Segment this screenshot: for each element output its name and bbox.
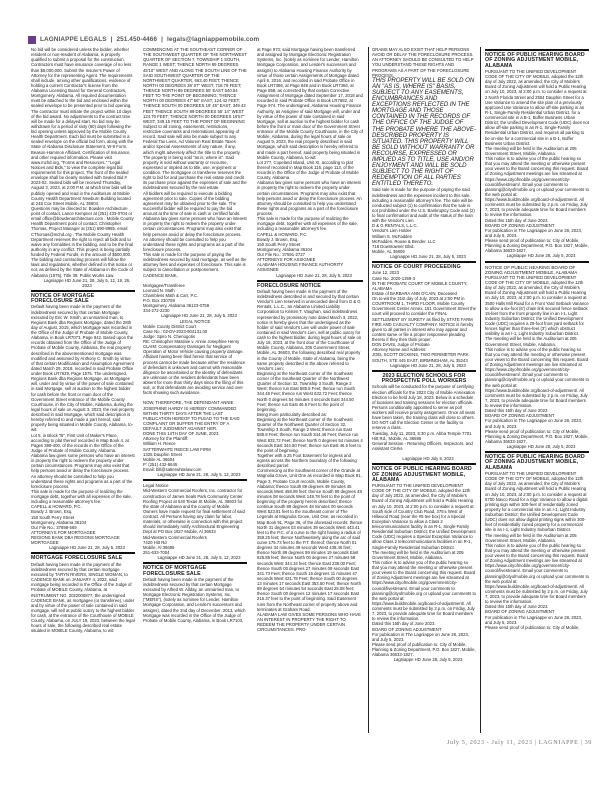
- notice-paragraph: June 12, 2023: [372, 270, 399, 276]
- notice-paragraph: No bid will be considered unless the bidder, whether resident or non-resident of Alabama, is properly qualified to submit a proposal for the construction. Contractors must have insurance coverage of no less than $5,000,000. Submit the Insurer's Power of Attorney for the representing Agent. The requirements shall include, among other qualifications, evidence of holding a current Contractor's license from the Alabama Licensing Board for General Contractors, Montgomery, Alabama. All required documentation must be attached to the bid and enclosed within the sealed envelope to be presented prior to bid opening. The contractor must initiate the project within 10 days of the bid award. No adjustments to the contract time will be made for a delayed start. No bid may be withdrawn for a period of sixty (60) days following the bid opening unless approved by the Mobile County Health Department. Each bid must be submitted in a sealed envelope on the official bid form, along with the State of Alabama Disclosure Statement, W-9 Form, Beason-Hammon Affidavit, Certification of Insurance, and other required information. Please visit www.mchd.org, "Forms and Resources," "Legal Notices and Bids," to view the complete legal bid requirements for this project. The front of the sealed envelope shall be clearly marked with Sealed Bid # 2023-02. Sealed bids will be received Thursday, August 3, 2023, at 2:00 P.M. at which time bids will be publicly opened and read in the Auditorium at Mobile County Health Department Newburn Building located at 248 Cox Street Mobile, AL 36604.: [31, 47, 134, 206]
- notice-paragraph: P: (251) 432-8645: [143, 461, 178, 467]
- notice-paragraph: William S. McFadden: [372, 233, 413, 239]
- notice-paragraph: Beginning at the Northeast corner of the Southeast Quarter of the Northwest Quarter of Section 32, Township 3 South, Range 2 West; thence run East 585.8 Feet; thence run South 344.46 Feet; thence run West 632.72 Feet; thence North 0 degrees 54 minutes 4 seconds East 344.50 Feet; thence run East 46.5 feet to the point of beginning.: [257, 417, 363, 453]
- notice-paragraph: William H. Reece: [143, 441, 176, 447]
- notice-paragraph: https://www.buildmobile.org/board-of-adjustment/. All comments must be submitted by 2 p.m. on Friday, July 7, 2023, to provide adequate time for Board members to review the information.: [372, 600, 475, 622]
- notice-paragraph: McFadden, Rouse & Bender, LLC: [372, 238, 436, 244]
- notice-paragraph: CAPELL & HOWARD, P.C.: [31, 504, 82, 510]
- notice-paragraph: Our File No.: 37698-569: [31, 524, 77, 530]
- notice-paragraph: On to-wit the 31st day of July, 2023 at 2:00 PM in COURTROOM 1, THIRD FLOOR, Mobile County Government Center Annex, 151 Government Street the court will proceed to consider the FINAL SETTLEMENT BY SURETY as filed by STATE FARM FIRE AND CASUALTY COMPANY. NOTICE is hereby given to all parties in interest who may appear and contest same or file a proper responsive pleading thereto if they then think proper.: [372, 296, 476, 343]
- notice-paragraph: Dated this 15th day of June 2023.: [372, 621, 436, 627]
- notice-paragraph: https://www.buildmobile.org/board-of-adjustment/. All comments must be submitted by 2 p.m. on Friday, July 7, 2023, to provide adequate time for Board members to review the information.: [485, 197, 588, 218]
- notice-paragraph: Leonard N. Math: [143, 287, 175, 293]
- notice-paragraph: For publication in The Lagniappe on June 28, 2023, and July 5, 2023.: [485, 418, 583, 429]
- notice-paragraph: ALABAMA HOUSING FINANCE AUTHORITY: [257, 262, 344, 268]
- notice-paragraph: CADENCE BANK,: [143, 272, 178, 278]
- notice-paragraph: Our File No.: 37591-2727: [257, 252, 305, 257]
- notice-paragraph: Owners have made request for final settlement of said contract. All Persons having any claim for labor, materials, or otherwise in connection with this project should immediately notify Architectural Engineering Dept at PO Box 1827 Mobile, Al 36633: [143, 508, 245, 535]
- notice-heading: NOTICE OF MORTGAGE FORECLOSURE SALE: [143, 562, 247, 577]
- notice-paragraph: General Session - Returning Officers, Inspectors, and Assistant Clerks: [372, 440, 473, 451]
- notice-paragraph: D & G RENTALS, L.L.C.: [372, 223, 418, 229]
- notice-paragraph: Bowdy J. Brown, Esq.: [31, 509, 73, 515]
- notice-paragraph: CAPELL & HOWARD, P.C.: [257, 231, 308, 237]
- notice-paragraph: https://www.buildmobile.org/board-of-adjustment/. All comments must be submitted by 2 p.m. on Friday, July 7, 2023, to provide adequate time for Board members to review the information.: [485, 583, 588, 605]
- publication-line: Lagniappe HD June 21, 28, July 5, 12, 2023: [157, 555, 241, 561]
- publication-line: Lagniappe HD July 5, 2023: [402, 456, 454, 462]
- notice-paragraph: The meeting will be held in the Auditorium at 205 Government Street, Mobile, Alabama.: [485, 532, 577, 543]
- notice-paragraph: This sale is made for the purpose of realizing the mortgage debt, together with all expenses of the sale, including a reasonable attorney's fee.: [257, 216, 358, 232]
- notice-paragraph: Attorney Name and Address:: [372, 347, 427, 353]
- notice-paragraph: GRAMS MAY ALSO EXIST THAT HELP PERSONS AVOID OR DELAY THE FORECLOSURE PROCESS. AN ATTORNEY SHOULD BE CONSULTED TO HELP YOU UNDERSTAND THESE RIGHTS AND PROGRAMS AS A PART OF THE FORECLOSURE PROCESS.: [372, 47, 474, 78]
- notice-paragraph: RE: Christopher Mastinie v. Annie Josephine Henry: [143, 339, 240, 344]
- publication-line: Lagniappe HD June 28, July 5, 2023: [506, 444, 576, 450]
- notice-heading: NOTICE OF MORTGAGE FORECLOSURE SALE: [31, 290, 135, 305]
- notice-paragraph: Default having been made in the payment of the indebtedness secured by that certain Mortgage executed by Alfred W. Allday, an unmarried man, to Mortgage Electronic Registration Systems, Inc. ("MERS"), (solely as nominee for Lender, Hamilton Mortgage Corporation, and Lender's successors and assigns), dated the 2nd day of December, 2013, which Mortgage was recorded in the Office of the Judge of Probate of Mobile County, Alabama, in Book LR7103,: [143, 576, 246, 623]
- publication-line: Lagniappe HD June 21, 28, July 5, 2023: [161, 313, 237, 319]
- notice-paragraph: https://www.buildmobile.org/board-of-adjustment/. All comments must be submitted by 2 p.m. on Friday, July 7, 2023, to provide adequate time for Board members to review the information.: [485, 387, 588, 409]
- notice-heading: MORTGAGE FORECLOSURE SALE: [31, 552, 135, 561]
- notice-paragraph: Said sale is made for the purpose of paying the said indebtedness and the expenses incident to this sale, including a reasonable attorney's fee. The sale will be conducted subject (1) to confirmation that the sale is not prohibited under the U.S. Bankruptcy Code and (2) to final confirmation and audit of the status of the loan with the Vendor's Lien.: [372, 187, 475, 224]
- notice-paragraph: Alabama law gives some persons who have an interest in property the right to redeem the property under certain circumstances. Programs may also exist that help persons avoid or delay the foreclosure process. An attorney should be consulted to help you understand these rights and programs as a part of the foreclosure process.: [257, 180, 362, 216]
- notice-paragraph: 718 Downtowner Blvd.: [372, 243, 415, 249]
- notice-paragraph: This notice is to advise you of the public hearing so that you may attend the meeting or otherwise present your views to the Board concerning this request. Board of Zoning Adjustment meetings are live streamed at https://www.cityofmobile.org/government/city-council/livestream/. Email your comments to planning@cityofmobile.org or upload your comments to the web portal at:: [485, 542, 589, 584]
- notice-paragraph: Alabama law gives some persons who have an interest in property the right to redeem the property under certain circumstances. Programs may also exist that help persons avoid or delay the foreclosure process. An attorney should be consulted to help you understand these rights and programs as a part of the foreclosure process.: [143, 216, 247, 252]
- notice-paragraph: The meeting will be held in the Auditorium at 205 Government Street, Mobile, Alabama.: [372, 549, 464, 560]
- notice-paragraph: BOARD OF ZONING ADJUSTMENT: [485, 609, 555, 615]
- publication-line: Lagniappe HD June 21, 28, July 5, 2023: [276, 272, 352, 278]
- notice-paragraph: This sale is made for the purpose of realizing the mortgage debt, together with all expenses of the sale, including a reasonable attorney's fee.: [31, 488, 132, 505]
- notice-paragraph: All bidders will be required to execute a bidding agreement prior to sale. Copies of the bidding agreement may be obtained prior to the sale. The successful bidder will be required to pay the bid amount at the time of sale in cash or certified funds.: [143, 190, 241, 216]
- section-title: LAGNIAPPE LEGALS: [40, 36, 107, 43]
- column-5: [485, 47, 589, 733]
- notice-paragraph: ALABAMA LAW GIVES SOME PERSONS WHO HAVE AN INTEREST IN PROPERTY THE RIGHT TO REDEEM THE PROPERTY UNDER CERTAIN CIRCUMSTANCES. PRO-: [257, 611, 361, 633]
- notice-paragraph: BOARD OF ZONING ADJUSTMENT: [372, 626, 442, 632]
- header-separator: |: [110, 36, 113, 43]
- notice-paragraph: Chambless Math & Carr, P.C.: [143, 292, 199, 298]
- notice-paragraph: Montgomery, Alabama 36104: [31, 519, 87, 525]
- notice-paragraph: This notice is to advise you of the public hearing so that you may attend the meeting or otherwise present your views to the Board concerning this request. Board of Zoning Adjustment meetings are live streamed at https://www.cityofmobile.org/government/city-council/livestream/. Email your comments to planning@cityofmobile.org or upload your comments to the web portal at:: [485, 346, 589, 388]
- notice-paragraph: Schools will be conducted for the purpose of certifying election officials for the 2023 City of Mobile Annexation Election to be held July 18, 2023. Below is a schedule of locations and training sessions for election officials. Persons conditionally appointed to serve as poll workers will receive priority assignment. Once all seats have been taken, the training class will close to others. DO NOT call the Election Center or the facility to reserve a class.: [372, 384, 475, 431]
- notice-paragraph: Montgomery, Alabama 36123-0759: [143, 303, 210, 309]
- notice-paragraph: This notice is to advise you of the public hearing so that you may attend the meeting or otherwise present your views to the Board concerning this request. Board of Zoning Adjustment meetings are live streamed at https://www.cityofmobile.org/government/city-council/livestream/. Email your comments to planning@cityofmobile.org or upload your comments to the web portal at:: [485, 156, 589, 197]
- notice-heading: NOTICE OF PUBLIC HEARING BOARD OF ZONING ADJUSTMENT MOBILE, ALABAMA: [485, 49, 589, 69]
- page-header: [28, 35, 259, 44]
- notice-paragraph: For publication in The Lagniappe on June 28, 2023, and July 5, 2023.: [372, 631, 470, 642]
- notice-paragraph: Subject to all zoning, easements, restrictions, restrictive covenants and reservations appearing of record. Said sale will also be made subject to any Federal Tax Liens, Ad Valorem Real Estate Taxes and/or Special Assessments of any nature, if any, which might adversely affect the title to the property. The property is being sold "as is, where is". Said property is sold without warranty or recourse, expressed or implied as to title, use, enjoyment or condition. The mortgagee or transferee reserves the right to bid for and purchase the real estate and credit its purchase price against the expenses of sale and the indebtedness secured by the real estate.: [143, 123, 247, 191]
- notice-paragraph: Dated this 15th day of June 2023.: [485, 604, 549, 610]
- column-divider: [480, 47, 481, 733]
- header-email[interactable]: legals@lagniappemobile.com: [167, 36, 260, 43]
- notice-paragraph: REGIONS BANK DBA REGIONS MORTGAGE MORTGAGEE: [31, 535, 120, 546]
- publication-line: Lagniappe HD June 21, 28, July 5, 2023: [49, 545, 125, 551]
- publication-line: Lagniappe HD June 21, 28, July 5, 12, 2023: [157, 472, 241, 478]
- publication-line: Lagniappe HD June 28, July 5, 2023: [393, 657, 463, 663]
- notice-paragraph: Mobile County District Court: [143, 323, 196, 329]
- column-divider: [368, 47, 369, 733]
- header-phone: 251.450-4466: [116, 36, 158, 43]
- notice-paragraph: The meeting will be held in the Auditorium at 205 Government Street, Mobile, Alabama.: [485, 336, 577, 347]
- notice-paragraph: SATTERWHITE REECE LAW FIRM: [143, 446, 211, 452]
- notice-paragraph: Beginning at the Northeast corner of the Southeast corner of the Southeast Quarter of the Northwest Quarter of Section 32, Township 3 South, Range 2 West; thence run East 585.8 Feet; thence run South 344.46 Feet; thence run West 632.72 Feet; thence North 0 degrees 54 minutes 4 seconds East 344.50 Feet; thence run East 46.5 Feet to the point of beginning.: [257, 370, 355, 412]
- header-separator: |: [161, 36, 164, 43]
- notice-paragraph: JOEL SCOTT DICKENS, TWO PERIMETER PARK SOUTH, STE 445 EAST, BIRMINGHAM, AL 35243: [372, 352, 469, 363]
- notice-paragraph: ATTORNEYS FOR MORTGAGEE: [31, 529, 96, 535]
- notice-paragraph: CLAIM: Compensatory Damages for Negligent Operation of Motor Vehicle causing property damage. Affidavit having been filed herein that service of process cannot be made because either the residence of defendant is unknown and cannot with reasonable diligence be ascertained or the identity of defendants are unknown or the resident defendants have been absent for more than thirty days since the filing of this suit, or that defendants are avoiding service and over facts showing such avoidance.: [143, 344, 246, 396]
- notice-paragraph: Being more particularly described as:: [257, 411, 327, 417]
- notice-paragraph: For publication in The Lagniappe on June 28, 2023, and July 5, 2023.: [485, 227, 583, 238]
- column-3: [257, 47, 363, 733]
- notice-paragraph: BOARD OF ZONING ADJUSTMENT: [485, 222, 555, 228]
- notice-paragraph: Mid-Western Commercial Roofers, Inc. contractor for construction of James Seals Park Community Center Roofing Project at 540 Texas St Mobile, AL 36603 for the state of Alabama and the county of Mobile.: [143, 488, 243, 509]
- publication-line: Lagniappe HD June 21, 28, July 5, 12, 19, 26, 2023: [43, 277, 131, 288]
- notice-paragraph: Please send proof of publication to: City of Mobile, Planning & Zoning Department, P.O. Box 1827, Mobile, Alabama 36633-1827.: [485, 428, 589, 444]
- column-4: [372, 47, 476, 733]
- notice-paragraph: Judge: Spiro N. Cheriogotis: [143, 333, 195, 339]
- notice-paragraph: BOARD OF ZONING ADJUSTMENT: [485, 413, 555, 419]
- column-1: [31, 47, 135, 733]
- notice-paragraph: Vendor's Lien Holder: [372, 228, 412, 234]
- publication-line: Lagniappe HD June 21, 28, July 5, 2023: [390, 362, 466, 368]
- page-footer: July 5, 2023 - July 11, 2023 | LAGNIAPPE | 39: [446, 739, 592, 746]
- notice-paragraph: Case No.: 02-DV-2023-904131.00: [143, 328, 208, 334]
- notice-paragraph: Default having been made in the payment of the indebtedness secured by that certain Mortgage executed by Eric W. Smith, an unmarried man, to Regions Bank dba Regions Mortgage, dated the 28th day of August, 2015, which Mortgage was recorded in the Office of the Judge of Probate of Mobile County, Alabama, in Book LR7073, Page 942. Based upon the records obtained from the Office of the Judge of Probate of Mobile County, Alabama, the real property described in the abovementioned mortgage was modified and assumed by Anthony C. Smith by virtue of that certain Modification and Assumption Agreement dated March 29, 2018, recorded in said Probate Office under Book LR7629, Page 1575. The undersigned, Regions Bank dba Regions Mortgage, as Mortgagee will, under and by virtue of the power of sale contained in said Mortgage, sell at auction to the highest bidder for cash before the front or main door of the Government Street entrance of the Mobile County Courthouse, in the City of Mobile, Alabama, during the legal hours of sale on August 3, 2023, the real property described in said Mortgage, which said description is hereby referred to and made a part hereof, said property being situated in Mobile County, Alabama, to-wit:: [31, 304, 135, 433]
- notice-heading: FORECLOSURE NOTICE: [257, 280, 363, 289]
- notice-paragraph: 334-272-2230: [143, 308, 170, 314]
- notice-paragraph: PURSUANT TO THE UNIFIED DEVELOPMENT CODE OF THE CITY OF MOBILE, adopted the 12th day of July 2022, as amended, the City of Mobile's Board of Zoning Adjustment will hold a Public Hearing on July 10, 2023, at 2:00 p.m. to consider a request at 5700 Navco Road for a Sign Variance to allow a digital printing sign within 300-feet of residentially zoned property for a commercial site in an I-1, Light Industry Suburban District; the Unified Development Code (UDC) does not allow digital printing signs within 300-feet of residentially zoned property for a commercial site in an I-1, Light Industry Suburban District.: [485, 471, 588, 533]
- notice-paragraph: Dated this 15th day of June 2023.: [485, 408, 549, 414]
- publication-line: Lagniappe HD June 21, 28, July 5, 2023: [390, 254, 466, 260]
- notice-paragraph: P.O. Box 230759: [143, 298, 175, 303]
- notice-heading: NOTICE OF PUBLIC HEARING BOARD OF ZONING ADJUSTMENT MOBILE, ALABAMA: [485, 451, 589, 471]
- notice-emphasis: THIS PROPERTY WILL BE SOLD ON AN "AS IS, WHERE IS" BASIS, SUBJECT TO ANY EASEMENTS, ENCUMBRANCES AND EXCEPTIONS REFLECTED IN THE MORTGAGE AND THOSE CONTAINED IN THE RECORDS OF THE OFFICE OF THE JUDGE OF THE PROBATE WHERE THE ABOVE-DESCRIBED PROPERTY IS SITUATED. THIS PROPERTY WILL BE SOLD WITHOUT WARRANTY OR RECOURSE, EXPRESSED OR IMPLIED AS TO TITLE, USE AND/OR ENJOYMENT AND WILL BE SOLD SUBJECT TO THE RIGHT OF REDEMPTION OF ALL PARTIES ENTITLED THERETO.: [372, 76, 476, 188]
- notice-paragraph: The meeting will be held in the Auditorium at 205 Government Street, Mobile, Alabama.: [485, 145, 577, 156]
- brand-square-icon: [28, 36, 36, 44]
- notice-paragraph: Montgomery, Alabama 36104: [257, 246, 313, 252]
- notice-heading: NOTICE OF PUBLIC HEARING BOARD OF ZONING ADJUSTMENT MOBILE, ALABAMA: [372, 463, 476, 483]
- notice-paragraph: Mid-Western Commercial Roofers: [143, 534, 207, 540]
- notice-paragraph: Lot 277, Copeland Island, Unit XI, according to plat thereof recorded in Map Book 116, page 113, of the records in the Office of the Judge of Probate of Mobile County, Alabama.: [257, 159, 359, 181]
- notice-paragraph: Mobile, AL 36609: [372, 248, 405, 254]
- notice-paragraph: 251-633-7004: [143, 549, 170, 555]
- notice-paragraph: Commencing at the Southwest corner of the Grande at Magnolia Grove, Unit One as recorded in Map Book 91, Page 3, Probate Court records, Mobile County, Alabama; thence South 89 degrees 49 minutes 45 seconds West 458.89 feet; thence South 89 degrees 48 minutes 08 seconds West 149.78 feet to the point of beginning of the property herein described; thence continue South 89 degrees 48 minutes 00 seconds West 523.81 feet to the Southeast corner of The Legends at Magnolia Grove, Unit One, as recorded in Map Book 91, Page 36, of the aforesaid records; thence North 31 degrees 03 minutes 39 seconds West 443.41 feet to the P.C. of a curve to the right having a radius of 359.25 feet; thence Northwesterly along the arc of said curve 175.73 feet to the P.T. thereof; thence North 01 degrees 34 minutes 49 seconds West 438.46 feet; thence North 89 degrees 59 minutes 19 seconds East 625.85 feet; thence North 00 degrees 27 minutes 58 seconds West 344.34 feet; thence East 236.00 Feet; thence South 00 degrees 27 minutes 09 seconds East 341.73 Feet; thence South 15 degrees 11 minutes 47 seconds West 421.78 Feet; thence South 00 degrees 13 minutes 17 seconds East 353.50 Feet; thence North 89 degrees 54 minutes 54 seconds East 25.08 feet; thence South 00 degrees 12 minutes 17 seconds East 215.37 feet to the point of beginning. Said Easement runs from the Northeast corner of property above and terminates at Graham Road.: [257, 468, 363, 612]
- notice-paragraph: Attorney for the Plaintiff:: [143, 436, 189, 442]
- notice-paragraph: 7420 Hitt Rd: [143, 539, 167, 545]
- notice-paragraph: NOW, THEREFORE, THE DEFENDANT ANNIE JOSEPHINE HARDY IS HEREBY COMMANDED WITHIN THIRTY DAYS AFTER THE LAST PUBLICATION HEREOF TO PLEAD TO THE SAID COMPLAINT OR SUFFER THE ENTRY OF A DEFAULT JUDGMENT AGAINST HER.: [143, 400, 240, 431]
- notice-paragraph: DON DAVIS, Judge of Probate: [372, 342, 430, 348]
- notice-paragraph: PURSUANT TO THE UNIFIED DEVELOPMENT CODE OF THE CITY OF MOBILE, adopted the 12th day of July 2022, as amended, the City of Mobile's Board of Zoning Adjustment will hold a Public Hearing on July 10, 2023, at 2:00 p.m. to consider a request at 2 North Florida Street and 2504 Dauphin Street for a Use Variance to amend the site plan of a previously approved Use Variance to allow off-site parking in an R-1, Single-Family Residential Urban District, for a commercial site in a B-1, Buffer Business Urban District; the Unified Development Code (UDC) does not allow off-site parking in an R-1, Single-Family Residential Urban District, and requires all parking to be on-site for a commercial site in a B-1, Buffer Business Urban District.: [485, 68, 589, 146]
- notice-paragraph: Email: bill@satterwhitelaw.com: [143, 467, 202, 472]
- notice-paragraph: Questions may be directed to: Bowden Architecture point of contact, Lance Kempner at (251) 433-0704 or email office@bowdenarchitecture.com . Mobile County Health Department point of contact, Christopher Thomas, Project Manager at (251) 690-8985, email CThomas@mchd.org . The Mobile County Health Department reserves the right to reject all bids and to waive any formalities in the bidding, and to be the final authority in any conflict. This project is being partially funded by Federal Funds, in the amount of $500,000. The bidding and contracting process will follow the laws and regulations, whether defined in this notice or not, as defined by the State of Alabama in the Code of Alabama (1975), Title 39, Public Works Law.: [31, 205, 134, 278]
- notice-heading: 2023 ELECTION SCHOOLS FOR PROSPECTIVE POLL WORKERS: [372, 370, 476, 385]
- notice-paragraph: 150 South Perry Street: [31, 514, 75, 520]
- notice-paragraph: Dated this 15th day of June 2023.: [485, 217, 549, 223]
- notice-paragraph: Please send proof of publication to: City of Mobile, Planning & Zoning Department, P.O. Box 1827, Mobile, Alabama 36633-1827.: [485, 238, 589, 254]
- notice-paragraph: Estate of BARBARA ANN O'CAIN, Deceased: [372, 290, 457, 296]
- notice-heading: LEGAL NOTICE: [179, 318, 211, 324]
- notice-paragraph: Tuesday, July 11, 2023, 5:30 p.m. Abba Temple 7701 Hitt Rd., Mobile, AL 36695: [372, 430, 472, 441]
- notice-paragraph: Mortgagee/Transferee: [143, 282, 185, 288]
- notice-paragraph: Alabama law gives some persons who have an interest in property the right to redeem the property under certain circumstances. Programs may also exist that help persons avoid or delay the foreclosure process. An attorney should be consulted to help you understand these rights and programs as a part of the foreclosure process.: [31, 453, 135, 489]
- notice-paragraph: Together with a 25 Foot Easement for ingress and egress across the Northern boundary of the following described parcel:: [257, 452, 357, 469]
- notice-heading: NOTICE OF COURT PROCEEDING: [372, 261, 476, 270]
- notice-paragraph: ATTORNEYS FOR ASSIGNEE: [257, 257, 316, 263]
- notice-paragraph: PURSUANT TO THE UNIFIED DEVELOPMENT CODE OF THE CITY OF MOBILE, adopted the 12th day of July 2022, as amended, the City of Mobile's Board of Zoning Adjustment will hold a Public Hearing on July 10, 2023, at 2:00 p.m. to consider a request at South side of Country Club Road, 375'± West of Hillwood Road (near the #5 tee box) for a Special Exception Variance to allow a Class 2 telecommunications facility in an R-1, Single-Family Residential Suburban District; the Unified Development Code (UDC) requires a Special Exception Variance to allow Class 2 telecommunications facilities in an R-1, Single-Family Residential Suburban District.: [372, 483, 476, 550]
- notice-paragraph: at Page 973; said Mortgage having been transferred and assigned by Mortgage Electronic Registration Systems, Inc. (solely as nominee for Lender, Hamilton Mortgage Corporation, and Lender's successors and assigns) to Alabama Housing Finance Authority by virtue of those certain Assignments of Mortgage dated April 6, 2016, and recorded in said Probate Office in Book LR7366, at Page 849 and in Book LR7366, at Page 858, as corrected by that certain Corrective Assignment of Mortgage dated September 17, 2018 and recorded in said Probate Office in Book LR7682, at Page 974. The undersigned, Alabama Housing Finance Authority, as Assignee of said Mortgage will, under and by virtue of the power of sale contained in said Mortgage, sell at auction to the highest bidder for cash before the front or main door of the Government Street entrance of the Mobile County Courthouse, in the City of Mobile, Alabama, during the legal hours of sale on August 9, 2023, the real property described in said Mortgage, which said description is hereby referred to and made a part hereof, said property being situated in Mobile County, Alabama, to-wit:: [257, 47, 363, 160]
- notice-paragraph: PURSUANT TO THE UNIFIED DEVELOPMENT CODE OF THE CITY OF MOBILE, adopted the 12th day of July 2022, as amended, the City of Mobile's Board of Zoning Adjustment will hold a Public Hearing on July 10, 2023, at 2:00 p.m. to consider a request at 3500 Halls Mill Road for a Front Yard Setback Variance to allow a six-foot (6') chain link secured fence setback 15-feet from the front property line in an I-1, Light Industry Suburban District; the Unified Development Code (UDC) requires a 25-foot front yard setback for fences higher than three-feet (3') which obstruct visibility in an I-1, Light Industry Suburban District.: [485, 274, 589, 337]
- notice-paragraph: 1325 Dauphin Street: [143, 451, 182, 457]
- notice-paragraph: IN THE PROBATE COURT OF MOBILE COUNTY, ALABAMA: [372, 280, 468, 291]
- notice-paragraph: Default having been made in the payment of the indebtedness secured by that certain mortgage executed by TARYN RIVERS, SINGLE WOMAN, to CADENCE BANK on JANUARY 4, 2022, said mortgage being recorded in the Office of the Judge of Probate of MOBILE County, Alabama, at INSTRUMENT NO. 2022000877, the undersigned CADENCE BANK, as mortgagee (or transferee), under and by virtue of the power of sale contained in said mortgage, will sell at public outcry to the highest bidder for cash, at the entrance of the Courthouse of MOBILE County, Alabama, on JULY 19, 2023, between the legal hours of sale, the following described real estate situated in MOBILE County, Alabama, to wit:: [31, 561, 135, 634]
- publication-line: Lagniappe HD June 28, July 5, 2023: [506, 253, 576, 259]
- notice-paragraph: Mobile, Al 36695: [143, 544, 175, 550]
- notice-paragraph: Bowdy J. Brown, Esq.: [257, 236, 299, 242]
- notice-paragraph: Please send proof of publication to: City of Mobile, Planning & Zoning Department, P.O. Box 1827, Mobile, Alabama 36633-1827.: [372, 641, 476, 658]
- notice-paragraph: Lot 5, in Block "B", First Unit of Maker's Place, according to plat thereof recorded in Map Book 4, at Pages 399-400, of the records in the Office of the Judge of Probate of Mobile County, Alabama.: [31, 432, 129, 453]
- notice-paragraph: DONE THIS 14TH DAY OF JUNE, 2023.: [143, 431, 220, 437]
- notice-paragraph: COMMENCING AT THE SOUTHEAST CORNER OF THE SOUTHWEST QUARTER OF THE NORTHWEST QUARTER OF SECTION 7, TOWNSHIP 1 SOUTH, RANGE 1 WEST; THENCE NORTH 89 DEGREES 45'10" WEST AND ALONG THE SOUTH LINE OF THE SAID SOUTHWEST QUARTER OF THE NORTHWEST QUARTER, 663.40 FEET; THENCE NORTH 00 DEGREES 38' 07" WEST, 718.79 FEET; THENCE NORTH 89 DEGREES 55' EAST 540.84 FEET TO THE POINT OF BEGINNING; THENCE NORTH 00 DEGREES 47' 56" EAST, 124.42 FEET; THENCE SOUTH 00 DEGREES 19' 45" EAST, 349.42 FEET THENCE SOUTH 89 DEGREES 55' 14" WEST 124.70 FEET; THENCE NORTH 00 DEGREES 16'57" WEST, 349.15 FEET TO THE POINT OF BEGINNING: [143, 47, 247, 124]
- notice-paragraph: This sale is made for the purpose of paying the indebtedness secured by said mortgage, as well as the attorney fees and expenses of foreclosure. This sale is subject to cancellation or postponement.: [143, 252, 247, 273]
- notice-paragraph: For publication in The Lagniappe on June 28, 2023, and July 5, 2023.: [485, 614, 583, 625]
- notice-paragraph: ASSIGNEE: [257, 267, 279, 273]
- notice-paragraph: Case No. 2020-1359-3: [372, 275, 416, 281]
- notice-paragraph: Mobile AL 36604: [143, 456, 175, 462]
- notice-paragraph: Please send proof of publication to: City of Mobile,: [485, 624, 580, 630]
- notice-heading: Legal Notice: [143, 479, 247, 488]
- notice-paragraph: 150 South Perry Street: [257, 241, 301, 247]
- column-2: [143, 47, 247, 733]
- notice-paragraph: This notice is to advise you of the public hearing so that you may attend the meeting or otherwise present your views to the Board concerning this request. Board of Zoning Adjustment meetings are live streamed at https://www.cityofmobile.org/government/city-council/livestream/. Email your comments to planning@cityofmobile.org or upload your comments to the web portal at:: [372, 559, 476, 601]
- notice-paragraph: Default having been made in the payment of the indebtedness described in and secured by that certain Vendor's Lien reserved in unrecorded deed from D & G Rentals, L.L.C., an Alabama Limited Liability Corporation to Kristen T. Vaughan, said indebtedness represented by promissory note dated March 3, 2022, notice is hereby given that the undersigned as the holder of said Vendor's Lien will under power of sale contained in said Vendor's Lien, sell at public outcry for cash to the highest bidder, during legal hours of sale on July 18, 2023, at the front door of the Courthouse of Mobile County, Alabama, 205 Government Street, Mobile, AL 36603, the following described real property in the County of Mobile, State of Alabama, being the same property described in the above referred to Vendor's Lien:: [257, 288, 362, 371]
- notice-heading: NOTICE OF PUBLIC HEARING BOARD OF ZONING ADJUSTMENT MOBILE, ALABAMA: [485, 261, 589, 275]
